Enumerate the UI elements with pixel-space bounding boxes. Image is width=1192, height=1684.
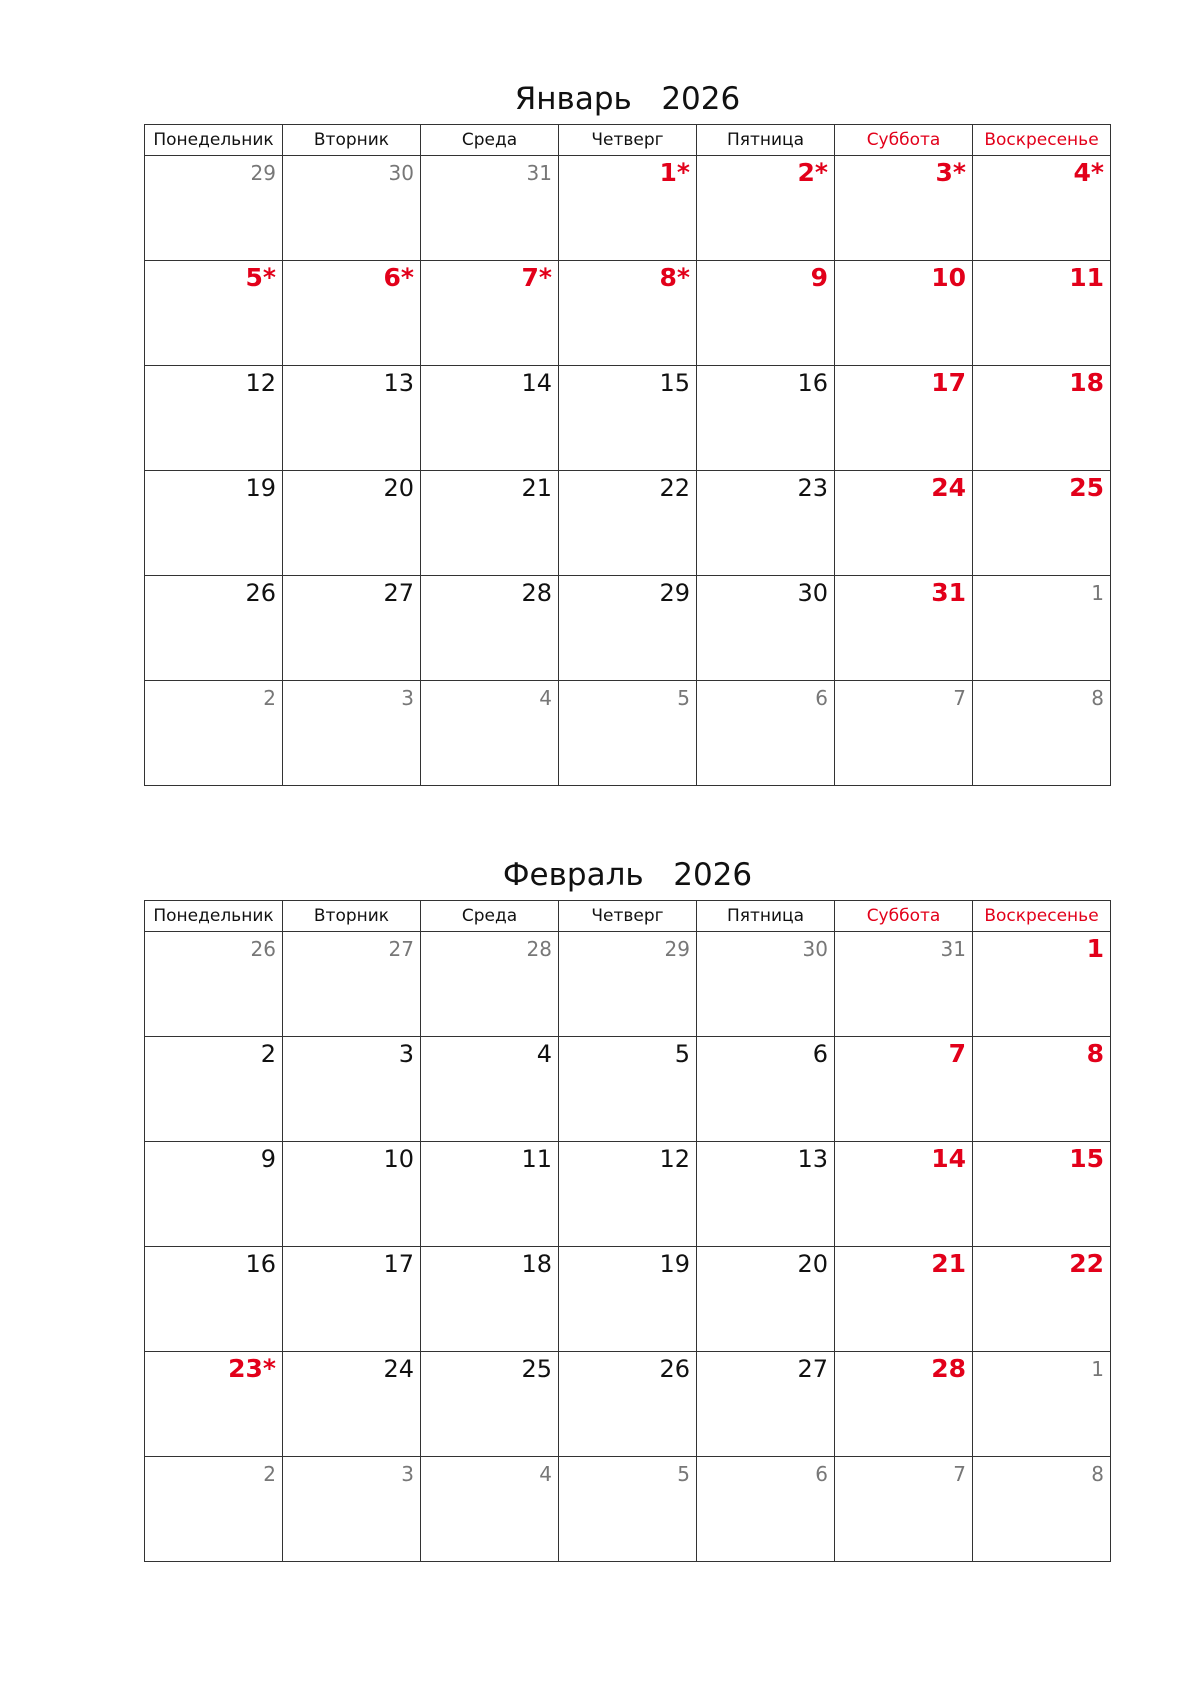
day-number: 6	[815, 686, 828, 710]
weekday-header: Воскресенье	[973, 901, 1111, 932]
day-cell	[973, 1352, 1111, 1457]
day-cell	[835, 1457, 973, 1562]
day-cell	[835, 681, 973, 786]
day-cell	[697, 156, 835, 261]
day-cell	[283, 932, 421, 1037]
day-number: 12	[245, 369, 276, 397]
day-cell	[421, 261, 559, 366]
day-cell	[697, 261, 835, 366]
day-number: 14	[931, 1144, 966, 1173]
day-cell	[973, 576, 1111, 681]
day-cell	[559, 1142, 697, 1247]
day-cell	[145, 1352, 283, 1457]
day-number: 21	[521, 474, 552, 502]
day-number: 7	[953, 1462, 966, 1486]
day-cell	[145, 156, 283, 261]
day-cell	[559, 1352, 697, 1457]
day-cell	[145, 471, 283, 576]
day-cell	[835, 156, 973, 261]
day-cell	[421, 681, 559, 786]
day-number: 24	[931, 473, 966, 502]
month-title: Февраль 2026	[502, 857, 753, 893]
day-cell	[559, 1247, 697, 1352]
day-cell	[973, 681, 1111, 786]
day-number: 6	[815, 1462, 828, 1486]
day-cell	[835, 1247, 973, 1352]
day-number: 8	[1091, 686, 1104, 710]
day-number: 25	[1069, 473, 1104, 502]
day-number: 27	[383, 579, 414, 607]
weekday-header: Суббота	[835, 125, 973, 156]
day-cell	[145, 366, 283, 471]
day-number: 5	[677, 686, 690, 710]
week-row	[145, 366, 1111, 471]
day-number: 3	[401, 686, 414, 710]
day-cell	[697, 1142, 835, 1247]
day-number: 4	[536, 1040, 552, 1068]
day-cell	[421, 1247, 559, 1352]
week-row	[145, 1457, 1111, 1562]
day-number: 24	[383, 1355, 414, 1383]
day-number: 22	[659, 474, 690, 502]
day-cell	[283, 471, 421, 576]
day-cell	[283, 156, 421, 261]
day-cell	[283, 366, 421, 471]
day-cell	[697, 366, 835, 471]
day-number: 14	[521, 369, 552, 397]
day-cell	[559, 1457, 697, 1562]
weekday-header: Четверг	[559, 901, 697, 932]
day-number: 28	[521, 579, 552, 607]
week-row	[145, 1247, 1111, 1352]
month-january	[144, 74, 1111, 786]
day-number: 9	[260, 1145, 276, 1173]
day-cell	[421, 471, 559, 576]
day-number: 30	[388, 161, 414, 185]
weekday-header: Среда	[421, 901, 559, 932]
day-number: 2	[260, 1040, 276, 1068]
day-cell	[697, 932, 835, 1037]
week-row	[145, 1142, 1111, 1247]
day-cell	[697, 471, 835, 576]
day-cell	[835, 366, 973, 471]
day-cell	[145, 1142, 283, 1247]
day-number: 7*	[521, 263, 552, 292]
day-cell	[559, 261, 697, 366]
day-cell	[973, 261, 1111, 366]
day-number: 16	[245, 1250, 276, 1278]
day-number: 12	[659, 1145, 690, 1173]
day-number: 21	[931, 1249, 966, 1278]
week-row	[145, 156, 1111, 261]
day-cell	[145, 932, 283, 1037]
week-row	[145, 261, 1111, 366]
day-number: 26	[250, 937, 276, 961]
weekday-header: Понедельник	[145, 125, 283, 156]
day-number: 9	[810, 263, 828, 292]
day-cell	[421, 156, 559, 261]
day-number: 5	[677, 1462, 690, 1486]
day-cell	[145, 681, 283, 786]
day-number: 27	[797, 1355, 828, 1383]
day-number: 29	[659, 579, 690, 607]
day-number: 7	[948, 1039, 966, 1068]
week-row	[145, 681, 1111, 786]
day-cell	[973, 932, 1111, 1037]
day-cell	[421, 932, 559, 1037]
day-cell	[835, 932, 973, 1037]
day-cell	[697, 1247, 835, 1352]
day-number: 15	[1069, 1144, 1104, 1173]
day-cell	[421, 576, 559, 681]
day-cell	[835, 576, 973, 681]
day-number: 25	[521, 1355, 552, 1383]
day-number: 28	[526, 937, 552, 961]
day-number: 4	[539, 686, 552, 710]
day-cell	[835, 471, 973, 576]
day-number: 11	[1069, 263, 1104, 292]
day-cell	[973, 1037, 1111, 1142]
day-cell	[973, 1142, 1111, 1247]
day-number: 8	[1091, 1462, 1104, 1486]
week-row	[145, 932, 1111, 1037]
week-row	[145, 1352, 1111, 1457]
day-number: 10	[931, 263, 966, 292]
day-cell	[145, 261, 283, 366]
day-cell	[697, 1037, 835, 1142]
day-number: 7	[953, 686, 966, 710]
day-number: 28	[931, 1354, 966, 1383]
day-cell	[283, 1457, 421, 1562]
month-title: Январь 2026	[514, 81, 741, 117]
day-cell	[283, 1142, 421, 1247]
day-cell	[283, 1247, 421, 1352]
day-number: 1*	[659, 158, 690, 187]
day-number: 6	[812, 1040, 828, 1068]
day-number: 23*	[228, 1354, 276, 1383]
weekday-header: Вторник	[283, 901, 421, 932]
day-number: 23	[797, 474, 828, 502]
day-cell	[835, 1352, 973, 1457]
day-cell	[559, 932, 697, 1037]
day-cell	[283, 1037, 421, 1142]
day-number: 5*	[245, 263, 276, 292]
day-cell	[421, 1142, 559, 1247]
day-number: 16	[797, 369, 828, 397]
month-february	[144, 850, 1111, 1562]
day-number: 30	[797, 579, 828, 607]
day-cell	[559, 156, 697, 261]
day-number: 8*	[659, 263, 690, 292]
day-number: 20	[797, 1250, 828, 1278]
day-cell	[559, 576, 697, 681]
weekday-header: Суббота	[835, 901, 973, 932]
day-number: 31	[931, 578, 966, 607]
day-number: 26	[245, 579, 276, 607]
day-number: 10	[383, 1145, 414, 1173]
day-number: 26	[659, 1355, 690, 1383]
day-number: 17	[383, 1250, 414, 1278]
day-cell	[835, 1037, 973, 1142]
day-number: 29	[250, 161, 276, 185]
day-cell	[283, 681, 421, 786]
calendar-grid	[144, 900, 1111, 1562]
day-number: 3	[401, 1462, 414, 1486]
day-number: 15	[659, 369, 690, 397]
weekday-header: Среда	[421, 125, 559, 156]
weekday-header: Понедельник	[145, 901, 283, 932]
day-number: 1	[1091, 581, 1104, 605]
day-number: 1	[1086, 934, 1104, 963]
day-number: 31	[526, 161, 552, 185]
day-number: 2	[263, 686, 276, 710]
day-cell	[835, 1142, 973, 1247]
day-number: 11	[521, 1145, 552, 1173]
day-cell	[421, 1457, 559, 1562]
day-number: 17	[931, 368, 966, 397]
weekday-header: Воскресенье	[973, 125, 1111, 156]
week-row	[145, 576, 1111, 681]
day-cell	[697, 1457, 835, 1562]
day-cell	[559, 366, 697, 471]
day-cell	[973, 1457, 1111, 1562]
day-cell	[559, 1037, 697, 1142]
day-number: 20	[383, 474, 414, 502]
day-number: 2*	[797, 158, 828, 187]
day-number: 3	[398, 1040, 414, 1068]
day-cell	[421, 366, 559, 471]
weekday-header-row	[145, 901, 1111, 932]
day-cell	[835, 261, 973, 366]
day-cell	[697, 681, 835, 786]
day-cell	[283, 261, 421, 366]
day-cell	[145, 1247, 283, 1352]
day-cell	[145, 576, 283, 681]
day-cell	[973, 471, 1111, 576]
day-cell	[283, 1352, 421, 1457]
day-number: 31	[940, 937, 966, 961]
day-number: 8	[1086, 1039, 1104, 1068]
day-number: 22	[1069, 1249, 1104, 1278]
day-number: 5	[674, 1040, 690, 1068]
day-number: 2	[263, 1462, 276, 1486]
day-number: 18	[521, 1250, 552, 1278]
day-cell	[283, 576, 421, 681]
day-number: 19	[659, 1250, 690, 1278]
day-number: 30	[802, 937, 828, 961]
day-cell	[421, 1037, 559, 1142]
day-number: 6*	[383, 263, 414, 292]
day-cell	[973, 366, 1111, 471]
day-cell	[973, 1247, 1111, 1352]
weekday-header-row	[145, 125, 1111, 156]
week-row	[145, 1037, 1111, 1142]
week-row	[145, 471, 1111, 576]
weekday-header: Пятница	[697, 901, 835, 932]
day-cell	[145, 1457, 283, 1562]
weekday-header: Пятница	[697, 125, 835, 156]
calendar-body	[145, 156, 1111, 786]
day-cell	[697, 1352, 835, 1457]
day-number: 18	[1069, 368, 1104, 397]
calendar-grid	[144, 124, 1111, 786]
day-cell	[559, 681, 697, 786]
day-number: 13	[797, 1145, 828, 1173]
day-number: 1	[1091, 1357, 1104, 1381]
day-number: 4	[539, 1462, 552, 1486]
calendar-body	[145, 932, 1111, 1562]
day-number: 3*	[935, 158, 966, 187]
day-cell	[697, 576, 835, 681]
weekday-header: Четверг	[559, 125, 697, 156]
day-cell	[973, 156, 1111, 261]
day-cell	[559, 471, 697, 576]
day-number: 27	[388, 937, 414, 961]
day-number: 4*	[1073, 158, 1104, 187]
day-cell	[145, 1037, 283, 1142]
weekday-header: Вторник	[283, 125, 421, 156]
day-number: 29	[664, 937, 690, 961]
day-number: 13	[383, 369, 414, 397]
day-number: 19	[245, 474, 276, 502]
day-cell	[421, 1352, 559, 1457]
